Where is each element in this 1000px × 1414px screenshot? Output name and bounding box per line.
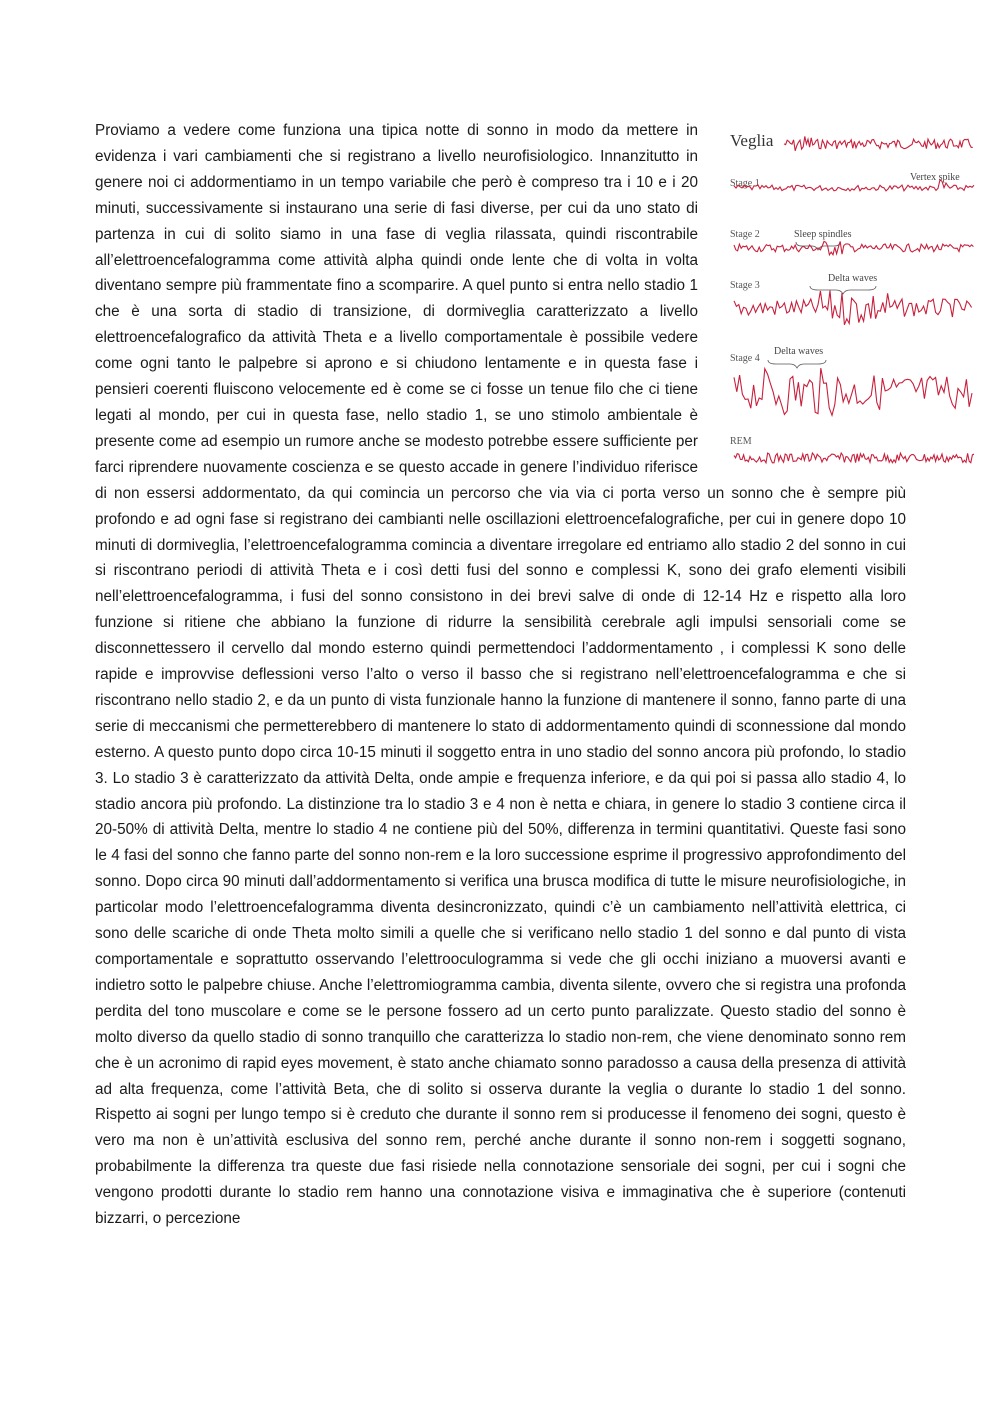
row-label-stage1: Stage 1 [730, 178, 760, 189]
row-label-stage2: Stage 2 [730, 229, 760, 240]
eeg-trace-veglia [784, 136, 973, 150]
annotation-sleep-spindles: Sleep spindles [794, 229, 852, 240]
row-label-rem: REM [730, 436, 752, 447]
row-label-stage4: Stage 4 [730, 353, 760, 364]
row-label-veglia: Veglia [730, 131, 774, 150]
body-text-block [95, 118, 960, 1232]
annotation-delta-waves-stage3: Delta waves [828, 273, 878, 284]
annotation-vertex-spike: Vertex spike [910, 172, 960, 183]
row-label-stage3: Stage 3 [730, 280, 760, 291]
eeg-trace-stage3 [734, 291, 972, 325]
eeg-traces-svg [724, 122, 984, 480]
body-paragraph: Proviamo a vedere come funziona una tipica notte di sonno in modo da mettere in evidenza i vari cambiamenti che si registrano a livello neurofisiologico. Innanzitutto in genere noi ci addormentiamo in un tempo variabile che però è compreso tra i 10 e i 20 minuti, successivamente si instaurano una serie di fasi diverse, per cui da uno stato di partenza in cui di solito siamo in una fase di veglia rilassata, quindi riscontrabile all’elettroencefalogramma come attività alpha quindi onde lente che di volta in volta diventano sempre più frammentate fino a scomparire. A quel punto si entra nello stadio 1 che è una sorta di stadio di transizione, di dormiveglia caratterizzato a livello elettroencefalografico da attività Theta e a livello comportamentale è possibile vedere come ogni tanto le palpebre si aprono e si chiudono lentamente e in questa fase i pensieri coerenti fluiscono velocemente ed è come se ci fosse un tenue filo che ci tiene legati al mondo, per cui in questa fase, nello stadio 1, se uno stimolo ambientale è presente come ad esempio un rumore anche se modesto potrebbe essere sufficiente per farci riprendere nuovamente coscienza e se questo accade in genere l’individuo riferisce di non essersi addormentato, da qui comincia un percorso che via via ci porta verso un sonno che è sempre più profondo e ad ogni fase si registrano dei cambianti nelle oscillazioni elettroencefalografiche, per cui in genere dopo 10 minuti di dormiveglia, l’elettroencefalogramma comincia a diventare irregolare ed entriamo allo stadio 2 del sonno in cui si riscontrano periodi di attività Theta e i così detti fusi del sonno e complessi K, sono dei grafo elementi visibili nell’elettroencefalogramma, i fusi del sonno consistono in dei brevi salve di onde di 12-14 Hz e rispetto alla loro funzione si ritiene che abbiano la funzione di ridurre la sensibilità cerebrale agli impulsi sensoriali come se disconnettessero il cervello dal mondo esterno quindi permettendoci l’addormentamento , i complessi K sono delle rapide e improvvise deflessioni verso l’alto o verso il basso che si registrano nell’elettroencefalogramma e che si riscontrano nello stadio 2, e da un punto di vista funzionale hanno la funzione di mantenere il sonno, fanno parte di una serie di meccanismi che permetterebbero di mantenere lo stato di addormentamento quindi di sconnessione dal mondo esterno. A questo punto dopo circa 10-15 minuti il soggetto entra in uno stadio del sonno ancora più profondo, lo stadio 3. Lo stadio 3 è caratterizzato da attività Delta, onde ampie e frequenza inferiore, e da qui poi si passa allo stadio 4, lo stadio ancora più profondo. La distinzione tra lo stadio 3 e 4 non è netta e chiara, in genere lo stadio 3 contiene circa il 20-50% di attività Delta, mentre lo stadio 4 ne contiene più del 50%, differenza in termini quantitativi. Queste fasi sono le 4 fasi del sonno che fanno parte del sonno non-rem e la loro successione esprime il progressivo approfondimento del sonno. Dopo circa 90 minuti dall’addormentamento si verifica una brusca modifica di tutte le misure neurofisiologiche, in particolar modo l’elettroencefalogramma diventa desincronizzato, quindi c’è un cambiamento nell’attività elettrica, ci sono delle scariche di onde Theta molto simili a quelle che si verificano nello stadio 1 del sonno e dal punto di vista comportamentale e soprattutto osservando l’elettrooculogramma si vede che gli occhi iniziano a muoversi avanti e indietro sotto le palpebre chiuse. Anche l’elettromiogramma cambia, diventa silente, ovvero che si registra una profonda perdita del tono muscolare e come se le persone fossero ad un certo punto paralizzate. Questo stadio del sonno è molto diverso da quello stadio di sonno tranquillo che caratterizza lo stadio non-rem, che viene denominato sonno rem che è un acronimo di rapid eyes movement, è stato anche chiamato sonno paradosso a causa della presenza di attività ad alta frequenza, come l’attività Beta, che di solito si osserva durante la veglia o durante lo stadio 1 del sonno. Rispetto ai sogni per lungo tempo si è creduto che durante il sonno rem si producesse il fenomeno dei sogni, questo è vero ma non è un’attività esclusiva del sonno rem, perché anche durante il sonno non-rem i soggetti sognano, probabilmente la differenza tra queste due fasi risiede nella connotazione sensoriale dei sogni, per cui i sogni che vengono prodotti durante lo stadio rem hanno una connotazione visiva e immaginativa che è superiore (contenuti bizzarri, o percezione [95, 122, 906, 1228]
eeg-trace-rem [734, 453, 974, 463]
eeg-trace-stage4 [734, 368, 972, 415]
brace-delta-waves-stage4 [768, 360, 826, 368]
annotation-delta-waves-stage4: Delta waves [774, 346, 824, 357]
eeg-trace-stage2 [734, 241, 973, 254]
brace-sleep-spindles [796, 242, 840, 250]
eeg-stages-figure [724, 122, 992, 480]
